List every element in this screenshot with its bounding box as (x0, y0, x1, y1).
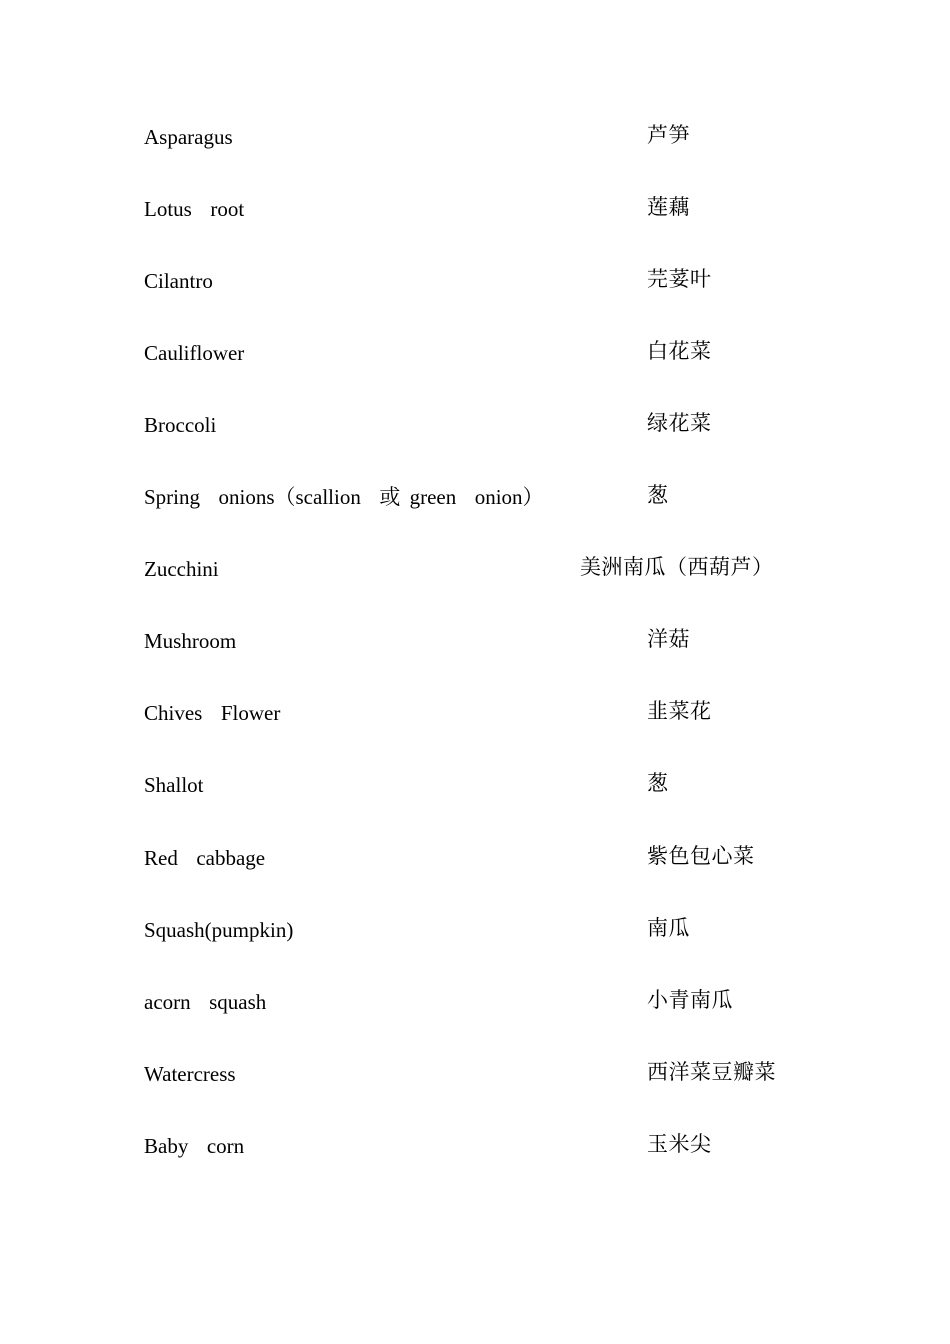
vocab-row (0, 405, 950, 445)
vocab-row (0, 621, 950, 661)
chinese-term: 韭菜花 (647, 699, 712, 723)
chinese-term: 小青南瓜 (647, 988, 733, 1012)
chinese-term: 芦笋 (647, 123, 690, 147)
chinese-term: 绿花菜 (647, 411, 712, 435)
english-term: Zucchini (144, 557, 219, 581)
vocab-row (0, 1054, 950, 1094)
vocab-row (0, 693, 950, 733)
chinese-term: 南瓜 (647, 916, 690, 940)
chinese-term: 西洋菜豆瓣菜 (647, 1060, 776, 1084)
english-term: Broccoli (144, 413, 217, 437)
vocab-row (0, 910, 950, 950)
chinese-term: 洋菇 (647, 627, 690, 651)
english-term: Asparagus (144, 125, 233, 149)
chinese-term: 玉米尖 (647, 1132, 712, 1156)
english-term: Squash(pumpkin) (144, 918, 294, 942)
vocab-row (0, 261, 950, 301)
chinese-term: 莲藕 (647, 195, 690, 219)
chinese-term: 葱 (647, 771, 669, 795)
vocab-row (0, 117, 950, 157)
vocab-row (0, 1126, 950, 1166)
english-term: Baby corn (144, 1134, 245, 1158)
english-term: Lotus root (144, 197, 245, 221)
vocab-row (0, 333, 950, 373)
chinese-term: 葱 (647, 483, 669, 507)
english-term: Mushroom (144, 629, 237, 653)
english-term: Watercress (144, 1062, 236, 1086)
vocab-row (0, 477, 950, 517)
vocab-row (0, 765, 950, 805)
english-term: Cilantro (144, 269, 213, 293)
english-term: Chives Flower (144, 701, 281, 725)
english-term: acorn squash (144, 990, 267, 1014)
vocab-row (0, 838, 950, 878)
chinese-term: 紫色包心菜 (647, 844, 755, 868)
english-term: Spring onions（scallion 或 green onion） (144, 485, 544, 509)
vocab-row (0, 189, 950, 229)
chinese-term: 白花菜 (647, 339, 712, 363)
english-term: Cauliflower (144, 341, 245, 365)
chinese-term: 芫荽叶 (647, 267, 712, 291)
vocab-row (0, 549, 950, 589)
vocab-row (0, 982, 950, 1022)
chinese-term: 美洲南瓜（西葫芦） (580, 555, 774, 579)
english-term: Shallot (144, 773, 204, 797)
english-term: Red cabbage (144, 846, 266, 870)
